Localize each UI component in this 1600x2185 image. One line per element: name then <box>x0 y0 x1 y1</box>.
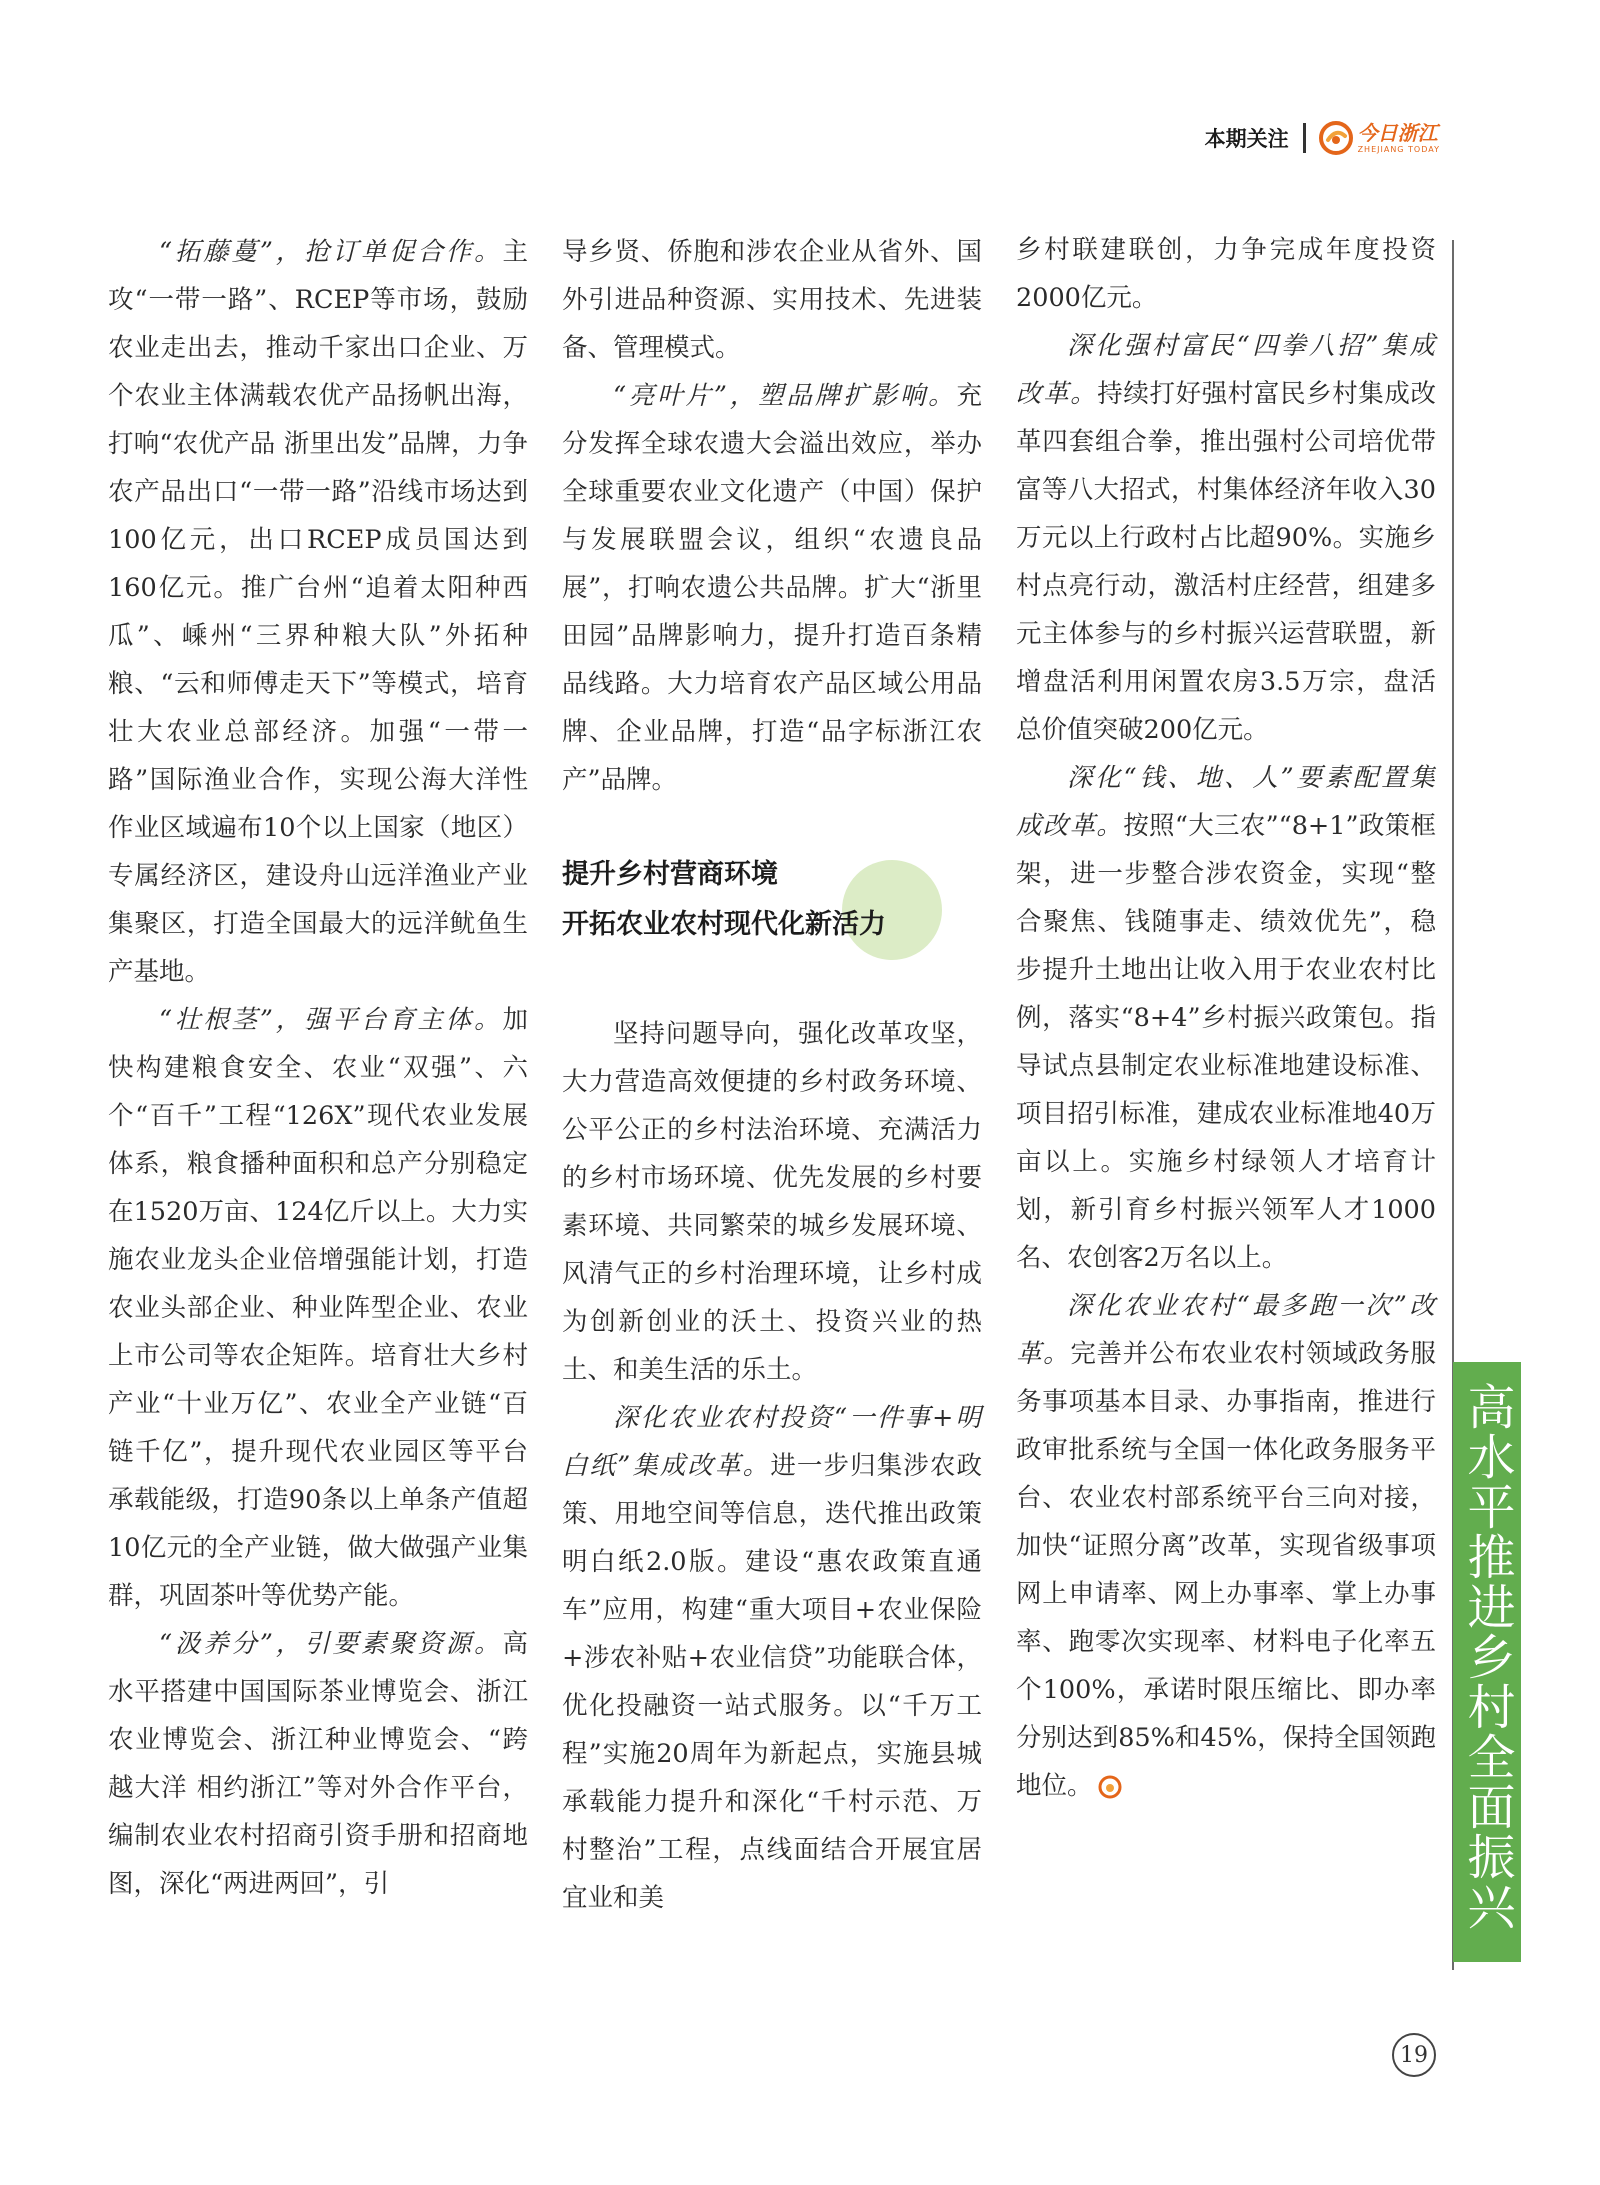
paragraph <box>108 996 528 1620</box>
page-header <box>1205 118 1440 158</box>
paragraph <box>1016 1282 1436 1810</box>
article-column-2 <box>562 228 982 1922</box>
paragraph-lead: “壮根茎”，强平台育主体。 <box>159 1005 503 1035</box>
paragraph-lead: 深化“钱、地、人”要素配置集成改革。 <box>1016 763 1436 841</box>
subheading-line-2: 开拓农业农村现代化新活力 <box>562 909 886 940</box>
article-column-3 <box>1016 226 1436 1810</box>
paragraph-lead: “拓藤蔓”，抢订单促合作。 <box>159 237 503 267</box>
paragraph-body: 加快构建粮食安全、农业“双强”、六个“百千”工程“126X”现代农业发展体系，粮食播种面积和总产分别稳定在1520万亩、124亿斤以上。大力实施农业龙头企业倍增强能计划，打造农业头部企业、种业阵型企业、农业上市公司等农企矩阵。培育壮大乡村产业“十业万亿”、农业全产业链“百链千亿”，提升现代农业园区等平台承载能级，打造90条以上单条产值超10亿元的全产业链，做大做强产业集群，巩固茶叶等优势产能。 <box>108 1005 528 1611</box>
section-label: 本期关注 <box>1204 127 1289 151</box>
paragraph-body: 高水平搭建中国国际茶业博览会、浙江农业博览会、浙江种业博览会、“跨越大洋 相约浙江”等对外合作平台，编制农业农村招商引资手册和招商地图，深化“两进两回”，引 <box>108 1629 528 1899</box>
paragraph-body: 充分发挥全球农遗大会溢出效应，举办全球重要农业文化遗产（中国）保护与发展联盟会议，组织“农遗良品展”，打响农遗公共品牌。扩大“浙里田园”品牌影响力，提升打造百条精品线路。大力培育农产品区域公用品牌、企业品牌，打造“品字标浙江农产”品牌。 <box>562 381 982 795</box>
paragraph-body: 进一步归集涉农政策、用地空间等信息，迭代推出政策明白纸2.0版。建设“惠农政策直通车”应用，构建“重大项目+农业保险+涉农补贴+农业信贷”功能联合体，优化投融资一站式服务。以“千万工程”实施20周年为新起点，实施县城承载能力提升和深化“千村示范、万村整治”工程，点线面结合开展宜居宜业和美 <box>562 1451 982 1913</box>
end-mark-icon <box>1097 1774 1123 1800</box>
logo-chinese-text: 今日浙江 <box>1357 120 1438 145</box>
side-section-tab <box>1453 1362 1521 1962</box>
paragraph-body: 按照“大三农”“8+1”政策框架，进一步整合涉农资金，实现“整合聚焦、钱随事走、绩效优先”，稳步提升土地出让收入用于农业农村比例，落实“8+4”乡村振兴政策包。指导试点县制定农业标准地建设标准、项目招引标准，建成农业标准地40万亩以上。实施乡村绿领人才培育计划，新引育乡村振兴领军人才1000名、农创客2万名以上。 <box>1016 811 1436 1273</box>
paragraph-lead: “汲养分”，引要素聚资源。 <box>159 1629 503 1659</box>
paragraph-lead: 深化农业农村投资“一件事+明白纸”集成改革。 <box>562 1403 982 1481</box>
paragraph <box>108 1620 528 1908</box>
paragraph-body: 主攻“一带一路”、RCEP等市场，鼓励农业走出去，推动千家出口企业、万个农业主体满载农优产品扬帆出海，打响“农优产品 浙里出发”品牌，力争农产品出口“一带一路”沿线市场达到100亿元，出口RCEP成员国达到160亿元。推广台州“追着太阳种西瓜”、嵊州“三界种粮大队”外拓种粮、“云和师傅走天下”等模式，培育壮大农业总部经济。加强“一带一路”国际渔业合作，实现公海大洋性作业区域遍布10个以上国家（地区）专属经济区，建设舟山远洋渔业产业集聚区，打造全国最大的远洋鱿鱼生产基地。 <box>108 237 528 987</box>
paragraph-body: 完善并公布农业农村领域政务服务事项基本目录、办事指南，推进行政审批系统与全国一体化政务服务平台、农业农村部系统平台三向对接，加快“证照分离”改革，实现省级事项网上申请率、网上办事率、掌上办事率、跑零次实现率、材料电子化率五个100%，承诺时限压缩比、即办率分别达到85%和45%，保持全国领跑地位。 <box>1016 1339 1436 1801</box>
logo-swirl-icon <box>1318 120 1354 156</box>
paragraph-body: 持续打好强村富民乡村集成改革四套组合拳，推出强村公司培优带富等八大招式，村集体经济年收入30万元以上行政村占比超90%。实施乡村点亮行动，激活村庄经营，组建多元主体参与的乡村振兴运营联盟，新增盘活利用闲置农房3.5万宗，盘活总价值突破200亿元。 <box>1016 379 1436 745</box>
magazine-logo <box>1318 120 1440 156</box>
paragraph: 坚持问题导向，强化改革攻坚，大力营造高效便捷的乡村政务环境、公平公正的乡村法治环境、充满活力的乡村市场环境、优先发展的乡村要素环境、共同繁荣的城乡发展环境、风清气正的乡村治理环境，让乡村成为创新创业的沃土、投资兴业的热土、和美生活的乐土。 <box>562 1019 982 1385</box>
section-subheading <box>562 850 982 970</box>
article-column-1 <box>108 228 528 1908</box>
paragraph-lead: “亮叶片”，塑品牌扩影响。 <box>613 381 957 411</box>
logo-english-text: ZHEJIANG TODAY <box>1357 144 1440 154</box>
paragraph-continued: 导乡贤、侨胞和涉农企业从省外、国外引进品种资源、实用技术、先进装备、管理模式。 <box>562 237 982 363</box>
side-tab-text: 高水平推进乡村全面振兴 <box>1459 1382 1515 1932</box>
header-divider <box>1303 123 1306 153</box>
paragraph-lead: 深化强村富民“四拳八招”集成改革。 <box>1016 331 1436 409</box>
page-number: 19 <box>1392 2033 1436 2077</box>
paragraph <box>562 372 982 804</box>
paragraph <box>108 228 528 996</box>
paragraph-lead: 深化农业农村“最多跑一次”改革。 <box>1016 1291 1436 1369</box>
paragraph-continued: 乡村联建联创，力争完成年度投资2000亿元。 <box>1016 235 1436 313</box>
paragraph <box>562 1394 982 1922</box>
subheading-line-1: 提升乡村营商环境 <box>562 859 778 890</box>
paragraph <box>1016 754 1436 1282</box>
paragraph <box>1016 322 1436 754</box>
